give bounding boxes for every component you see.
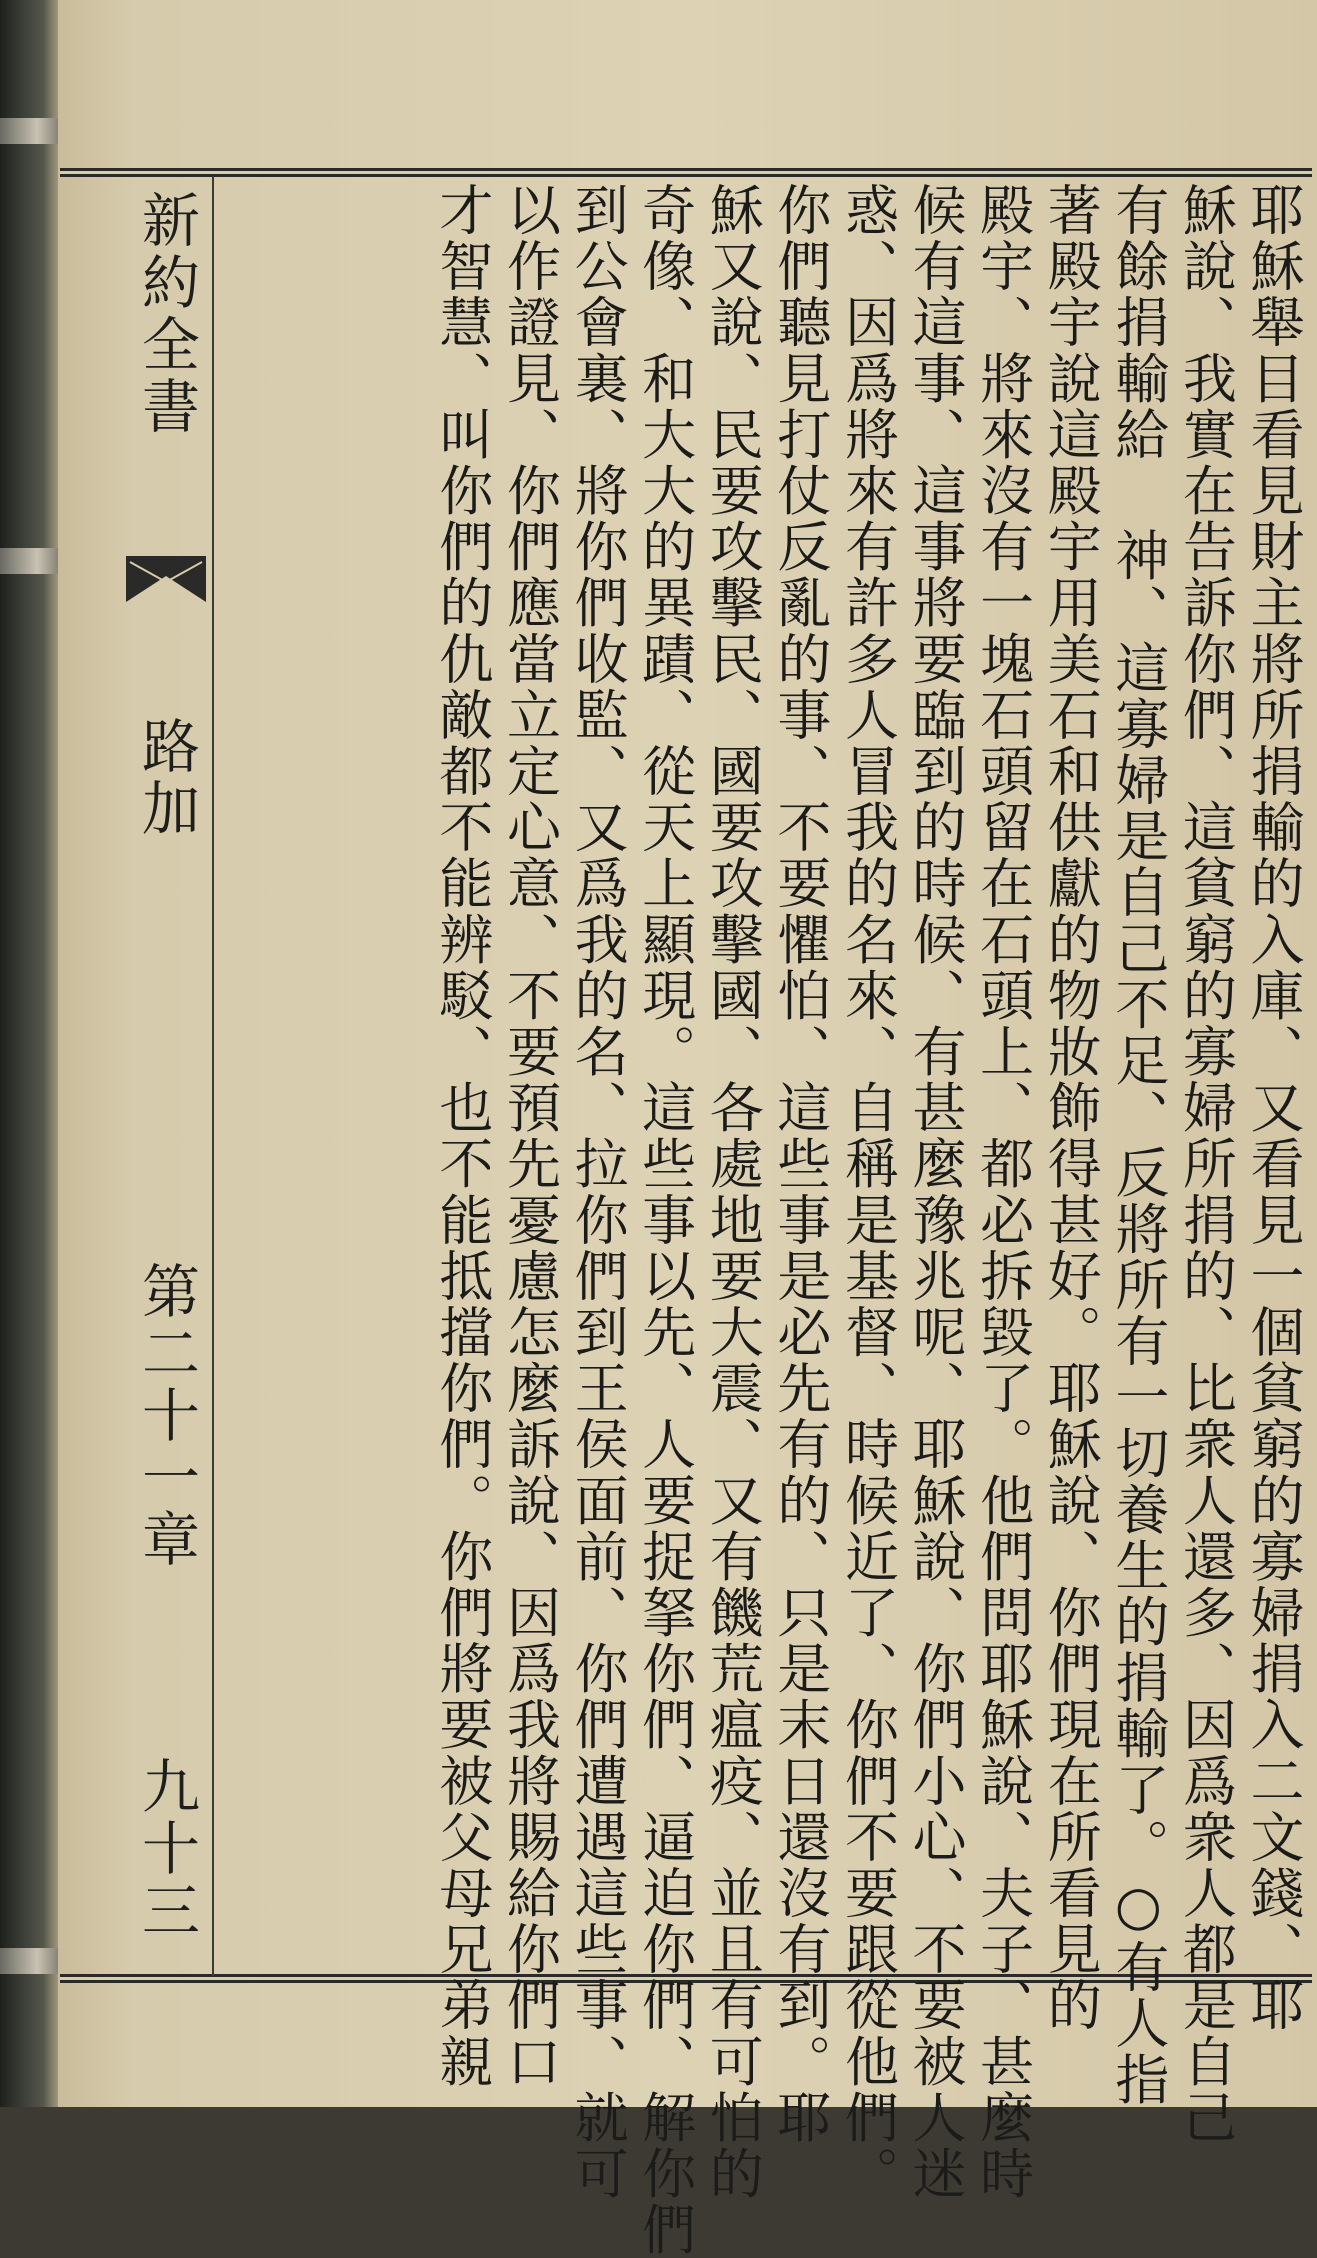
text-column: 殿宇、將來沒有一塊石頭留在石頭上、都必拆毀了。他們問耶穌說、夫子、甚麼時 [971, 182, 1035, 2202]
text-column: 有餘捐輸給 神、這寡婦是自己不足、反將所有一切養生的捐輸了。○有人指 [1106, 182, 1170, 2108]
text-column: 著殿宇說這殿宇用美石和供獻的物妝飾得甚好。耶穌說、你們現在所看見的 [1039, 182, 1103, 2034]
text-column: 耶穌舉目看見財主將所捐輸的入庫、又看見一個貧窮的寡婦捐入二文錢、耶 [1242, 182, 1305, 2034]
book-name: 路加 [132, 716, 200, 840]
binding-thread [0, 548, 62, 574]
binding-thread [0, 118, 62, 144]
text-column: 才智慧、叫你們的仇敵都不能辨駁、也不能抵擋你們。你們將要被父母兄弟親 [430, 182, 494, 2090]
scanned-page [58, 0, 1317, 2258]
page-number: 九十三 [132, 1756, 200, 1942]
book-title: 新約全書 [132, 190, 200, 438]
text-column: 以作證見、你們應當立定心意、不要預先憂慮怎麼訴說、因爲我將賜給你們口 [498, 182, 562, 2090]
chapter-label: 第二十一章 [132, 1261, 200, 1571]
book-spine [0, 0, 62, 2107]
fishtail-mark-icon [124, 554, 208, 604]
text-column: 候有這事、這事將要臨到的時候、有甚麼豫兆呢、耶穌說、你們小心、不要被人迷 [904, 182, 968, 2202]
text-column: 你們聽見打仗反亂的事、不要懼怕、這些事是必先有的、只是末日還沒有到。耶 [768, 182, 832, 2146]
text-column: 穌又說、民要攻擊民、國要攻擊國、各處地要大震、又有饑荒瘟疫、並且有可怕的 [701, 182, 765, 2202]
scripture-text [217, 182, 1307, 2258]
text-column: 奇像、和大大的異蹟、從天上顯現。這些事以先、人要捉拏你們、逼迫你們、解你們 [633, 182, 697, 2258]
text-column: 惑、因爲將來有許多人冒我的名來、自稱是基督、時候近了、你們不要跟從他們。 [836, 182, 900, 2202]
text-column: 穌說、我實在告訴你們、這貧窮的寡婦所捐的、比衆人還多、因爲衆人都是自己 [1174, 182, 1238, 2146]
margin-column [120, 176, 214, 1976]
binding-thread [0, 1948, 62, 1974]
text-column: 到公會裏、將你們收監、又爲我的名、拉你們到王侯面前、你們遭遇這些事、就可 [566, 182, 630, 2202]
